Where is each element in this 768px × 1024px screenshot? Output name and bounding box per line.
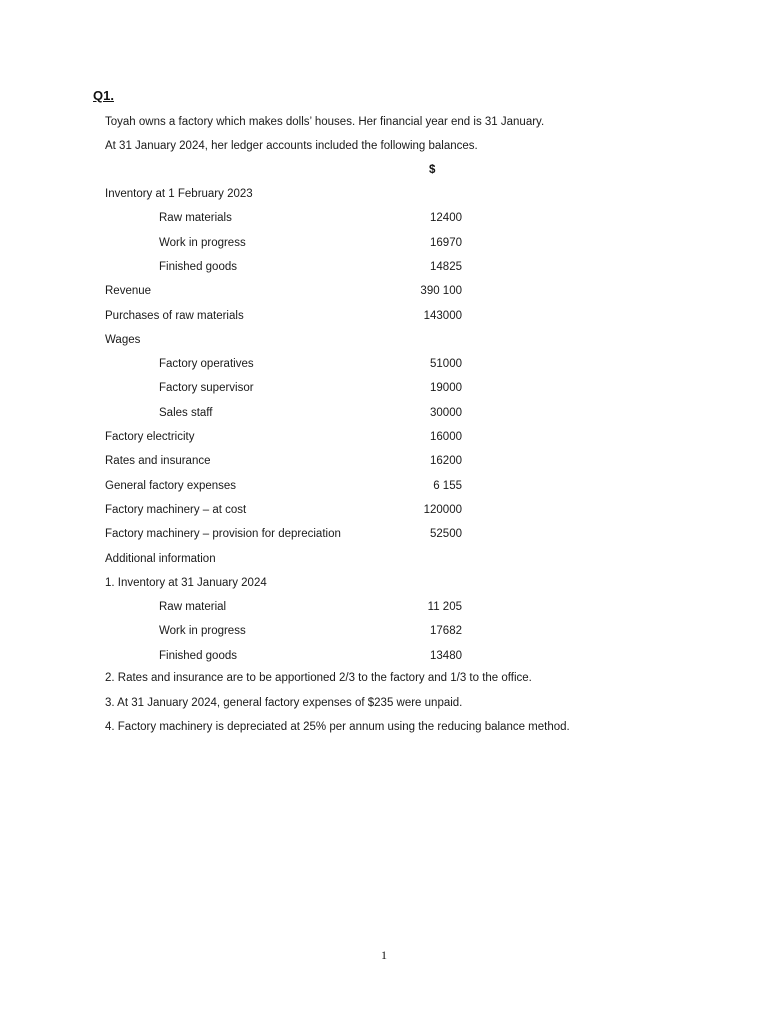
balance-value: 13480: [430, 649, 462, 662]
currency-header: $: [429, 164, 436, 176]
balance-row: [0, 577, 768, 593]
note-3: 3. At 31 January 2024, general factory expenses of $235 were unpaid.: [105, 697, 463, 709]
balance-value: 143000: [423, 309, 462, 322]
balance-label: Additional information: [105, 552, 216, 565]
balance-row: [0, 310, 768, 326]
intro-line-1: Toyah owns a factory which makes dolls’ houses. Her financial year end is 31 January.: [105, 116, 545, 128]
balance-row: [0, 407, 768, 423]
balance-row: [0, 431, 768, 447]
balance-row: [0, 625, 768, 641]
balance-row: [0, 504, 768, 520]
balance-label: Sales staff: [159, 406, 213, 419]
balance-label: Raw material: [159, 601, 227, 614]
balance-row: [0, 237, 768, 253]
balance-row: [0, 212, 768, 228]
balance-value: 6 155: [433, 479, 462, 492]
balance-value: 17682: [430, 625, 462, 638]
balance-row: [0, 188, 768, 204]
balance-value: 16000: [430, 431, 462, 443]
balance-value: 14825: [430, 260, 462, 273]
balance-label: Revenue: [105, 285, 152, 298]
balance-row: [0, 358, 768, 374]
balance-label: Finished goods: [159, 649, 237, 662]
balance-label: Factory machinery – at cost: [105, 503, 247, 516]
balance-label: 1. Inventory at 31 January 2024: [105, 576, 267, 589]
intro-line-2: At 31 January 2024, her ledger accounts included the following balances.: [105, 140, 478, 152]
balance-value: 12400: [430, 212, 462, 225]
balance-value: 16200: [430, 455, 462, 468]
balance-value: 52500: [430, 528, 462, 541]
balance-label: Factory supervisor: [159, 382, 254, 395]
balance-row: [0, 480, 768, 496]
balance-row: [0, 382, 768, 398]
note-4: 4. Factory machinery is depreciated at 25% per annum using the reducing balance method.: [105, 721, 570, 733]
balance-label: Factory operatives: [159, 358, 254, 371]
balance-label: Work in progress: [159, 236, 246, 249]
balance-value: 19000: [430, 382, 462, 395]
balance-label: Raw materials: [159, 212, 232, 225]
balance-label: Rates and insurance: [105, 455, 211, 468]
balance-value: 120000: [423, 503, 462, 516]
balance-label: Purchases of raw materials: [105, 309, 244, 322]
balance-value: 51000: [430, 358, 462, 371]
page-number: 1: [381, 948, 387, 962]
balance-row: [0, 285, 768, 301]
balance-row: [0, 528, 768, 544]
balance-row: [0, 553, 768, 569]
note-2: 2. Rates and insurance are to be apportioned 2/3 to the factory and 1/3 to the office.: [105, 672, 532, 684]
balance-label: Finished goods: [159, 260, 237, 273]
balance-label: Wages: [105, 333, 141, 346]
balance-row: [0, 650, 768, 666]
balance-row: [0, 334, 768, 350]
balance-value: 11 205: [427, 601, 462, 614]
question-number: Q1.: [93, 88, 114, 103]
balance-row: [0, 601, 768, 617]
balance-label: Work in progress: [159, 625, 246, 638]
balance-label: Inventory at 1 February 2023: [105, 188, 253, 200]
balance-label: General factory expenses: [105, 479, 237, 492]
balance-label: Factory machinery – provision for depreciation: [105, 528, 341, 541]
balance-value: 390 100: [420, 285, 462, 298]
balance-value: 30000: [430, 406, 462, 419]
balance-label: Factory electricity: [105, 431, 195, 443]
balance-row: [0, 455, 768, 471]
balance-value: 16970: [430, 236, 462, 249]
balance-row: [0, 261, 768, 277]
